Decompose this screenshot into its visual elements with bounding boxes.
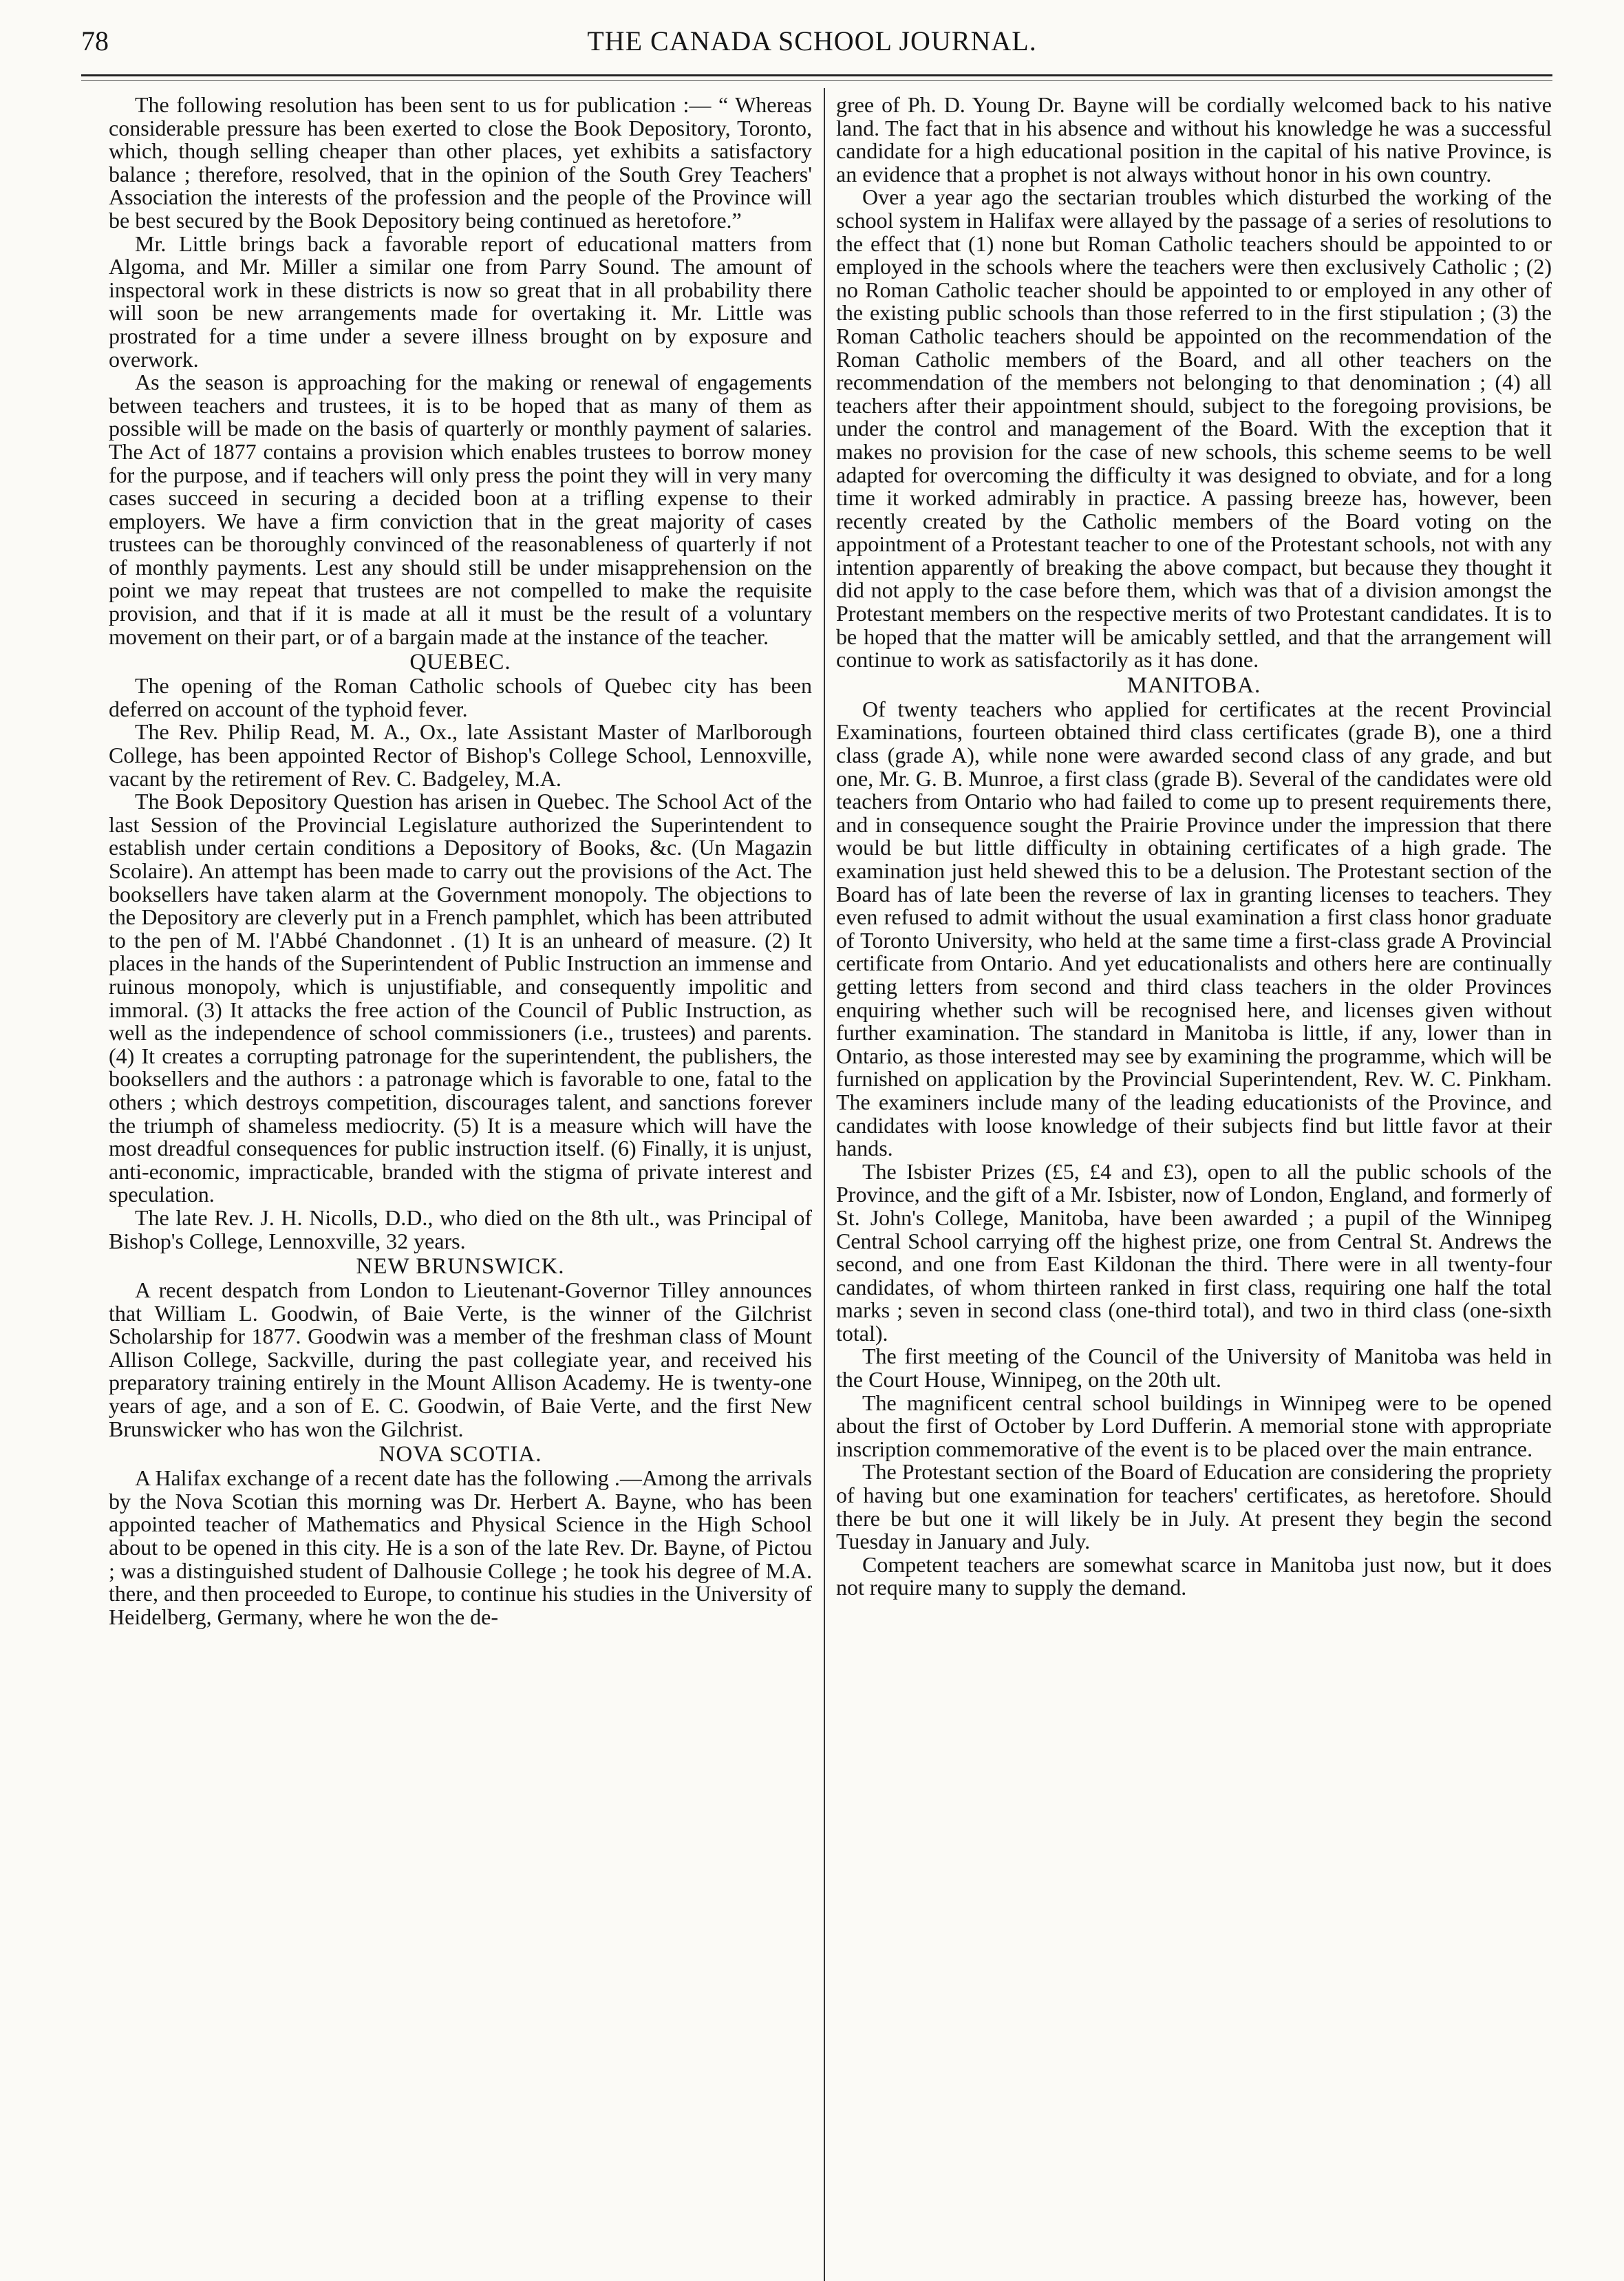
page-number: 78: [81, 25, 109, 56]
section-heading-nova-scotia: NOVA SCOTIA.: [378, 1442, 542, 1467]
paragraph: The Protestant section of the Board of Education are considering the propriety of having but one examination for teachers' certificates, as heretofore. Should there be but one it will likely be in July. At present they begin the second Tuesday in January and July.: [836, 1459, 1552, 1554]
paragraph: The Rev. Philip Read, M. A., Ox., late Assistant Master of Marlborough College, has been appointed Rector of Bishop's College School, Lennoxville, vacant by the retirement of Rev. C. Badgeley, M.A.: [109, 719, 812, 791]
header-rule: [81, 74, 1552, 76]
header-rule-thin: [81, 80, 1552, 81]
paragraph: The opening of the Roman Catholic schools of Quebec city has been deferred on account of the typhoid fever.: [109, 673, 812, 721]
paragraph: The late Rev. J. H. Nicolls, D.D., who died on the 8th ult., was Principal of Bishop's College, Lennoxville, 32 years.: [109, 1205, 812, 1253]
paragraph: The first meeting of the Council of the University of Manitoba was held in the Court House, Winnipeg, on the 20th ult.: [836, 1344, 1552, 1392]
section-heading-quebec: QUEBEC.: [409, 650, 511, 675]
column-divider: [824, 88, 825, 2281]
paragraph: A Halifax exchange of a recent date has the following .—Among the arrivals by the Nova Scotian this morning was Dr. Herbert A. Bayne, who has been appointed teacher of Mathematics and Physical Science in the High School about to be opened in this city. He is a son of the late Rev. Dr. Bayne, of Pictou ; was a distinguished student of Dalhousie College ; he took his degree of M.A. there, and then proceeded to Europe, to continue his studies in the University of Heidelberg, Germany, where he won the de-: [109, 1465, 812, 1629]
section-heading-new-brunswick: NEW BRUNSWICK.: [356, 1254, 565, 1280]
right-column: [836, 94, 1552, 1600]
paragraph-continued: gree of Ph. D. Young Dr. Bayne will be cordially welcomed back to his native land. The fact that in his absence and without his knowledge he was a successful candidate for a high educational position in the capital of his native Province, is an evidence that a prophet is not always without honor in his own country.: [836, 92, 1552, 187]
paragraph: The Book Depository Question has arisen in Quebec. The School Act of the last Session of the Provincial Legislature authorized the Superintendent to establish under certain conditions a Depository of Books, &c. (Un Magazin Scolaire). An attempt has been made to carry out the provisions of the Act. The booksellers have taken alarm at the Government monopoly. The objections to the Depository are cleverly put in a French pamphlet, which has been attributed to the pen of M. l'Abbé Chandonnet . (1) It is an unheard of measure. (2) It places in the hands of the Superintendent of Public Instruction an immense and ruinous monopoly, which is unjustifiable, and consequently impolitic and immoral. (3) It attacks the free action of the Council of Public Instruction, as well as the independence of school commissioners (i.e., trustees) and parents. (4) It creates a corrupting patronage for the superintendent, the publishers, the booksellers and the authors : a patronage which is favorable to one, fatal to the others ; which destroys competition, discourages talent, and sanctions forever the triumph of shameless mediocrity. (5) It is a measure which will have the most dreadful consequences for public instruction itself. (6) Finally, it is unjust, anti-economic, impracticable, branded with the stigma of private interest and speculation.: [109, 789, 812, 1207]
section-heading-manitoba: MANITOBA.: [1126, 672, 1261, 698]
paragraph: The following resolution has been sent to us for publication :— “ Whereas considerable pressure has been exerted to close the Book Depository, Toronto, which, though selling cheaper than other places, yet exhibits a satisfactory balance ; therefore, resolved, that in the opinion of the South Grey Teachers' Association the interests of the profession and the people of the Province will be best secured by the Book Depository being continued as heretofore.”: [109, 92, 812, 233]
paragraph: A recent despatch from London to Lieutenant-Governor Tilley announces that William L. Goodwin, of Baie Verte, is the winner of the Gilchrist Scholarship for 1877. Goodwin was a member of the freshman class of Mount Allison College, Sackville, during the past collegiate year, and received his preparatory training entirely in the Mount Allison Academy. He is twenty-one years of age, and a son of E. C. Goodwin, of Baie Verte, and the first New Brunswicker who has won the Gilchrist.: [109, 1277, 812, 1441]
paragraph: Mr. Little brings back a favorable report of educational matters from Algoma, and Mr. Miller a similar one from Parry Sound. The amount of inspectoral work in these districts is now so great that in all probability there will soon be new arrangements made for overtaking it. Mr. Little was prostrated for a time under a severe illness brought on by exposure and overwork.: [109, 231, 812, 372]
paragraph: Of twenty teachers who applied for certificates at the recent Provincial Examinations, fourteen obtained third class certificates (grade B), one a third class (grade A), while none were awarded second class of any grade, and but one, Mr. G. B. Munroe, a first class (grade B). Several of the candidates were old teachers from Ontario who had failed to come up to present requirements there, and in consequence sought the Prairie Province under the impression that there would be but little difficulty in obtaining certificates of a high grade. The examination just held shewed this to be a delusion. The Protestant section of the Board has of late been the reverse of lax in granting licenses to teachers. They even refused to admit without the usual examination a first class honor graduate of Toronto University, who held at the same time a first-class grade A Provincial certificate from Ontario. And yet educationalists and others here are continually getting letters from second and third class teachers in the older Provinces enquiring whether such will be recognised here, and licenses given without further examination. The standard in Manitoba is little, if any, lower than in Ontario, as those interested may see by examining the programme, which will be furnished on application by the Provincial Superintendent, Rev. W. C. Pinkham. The examiners include many of the leading educationists of the Province, and candidates with loose knowledge of their subjects find but little favor at their hands.: [836, 696, 1552, 1161]
paragraph: Over a year ago the sectarian troubles which disturbed the working of the school system in Halifax were allayed by the passage of a series of resolutions to the effect that (1) none but Roman Catholic teachers should be appointed to or employed in the schools where the teachers were then exclusively Catholic ; (2) no Roman Catholic teacher should be appointed to or employed in any other of the existing public schools than those referred to in the first stipulation ; (3) the Roman Catholic teachers should be appointed on the recommendation of the Roman Catholic members of the Board, and all other teachers on the recommendation of the members not belonging to that denomination ; (4) all teachers after their appointment should, subject to the foregoing provisions, be under the control and management of the Board. With the exception that it makes no provision for the case of new schools, this scheme seems to be well adapted for overcoming the difficulty it was designed to obviate, and for a long time it worked admirably in practice. A passing breeze has, however, been recently created by the Catholic members of the Board voting on the appointment of a Protestant teacher to one of the Protestant schools, not with any intention apparently of breaking the above compact, but because they thought it did not apply to the case before them, which was that of a division amongst the Protestant members on the respective merits of two Protestant candidates. It is to be hoped that the matter will be amicably settled, and that the arrangement will continue to work as satisfactorily as it has done.: [836, 184, 1552, 672]
paragraph: Competent teachers are somewhat scarce in Manitoba just now, but it does not require many to supply the demand.: [836, 1551, 1552, 1600]
paragraph: The Isbister Prizes (£5, £4 and £3), open to all the public schools of the Province, and the gift of a Mr. Isbister, now of London, England, and formerly of St. John's College, Manitoba, have been awarded ; a pupil of the Winnipeg Central School carrying off the highest prize, one from Central St. Andrews the second, and one from East Kildonan the third. There were in all twenty-four candidates, of whom thirteen ranked in first class, requiring one half the total marks ; seven in second class (one-third total), and two in third class (one-sixth total).: [836, 1158, 1552, 1346]
running-head: THE CANADA SCHOOL JOURNAL.: [587, 25, 1037, 56]
paragraph: The magnificent central school buildings in Winnipeg were to be opened about the first of October by Lord Dufferin. A memorial stone with appropriate inscription commemorative of the event is to be placed over the main entrance.: [836, 1390, 1552, 1461]
left-column: [109, 94, 812, 1628]
paragraph: As the season is approaching for the making or renewal of engagements between teachers and trustees, it is to be hoped that as many of them as possible will be made on the basis of quarterly or monthly payment of salaries. The Act of 1877 contains a provision which enables trustees to borrow money for the purpose, and if teachers will only press the point they will in very many cases succeed in securing a decided boon at a trifling expense to their employers. We have a firm conviction that in the great majority of cases trustees can be thoroughly convinced of the reasonableness of quarterly if not of monthly payments. Lest any should still be under misapprehension on the point we may repeat that trustees are not compelled to make the requisite provision, and that if it is made at all it must be the result of a voluntary movement on their part, or of a bargain made at the instance of the teacher.: [109, 370, 812, 649]
